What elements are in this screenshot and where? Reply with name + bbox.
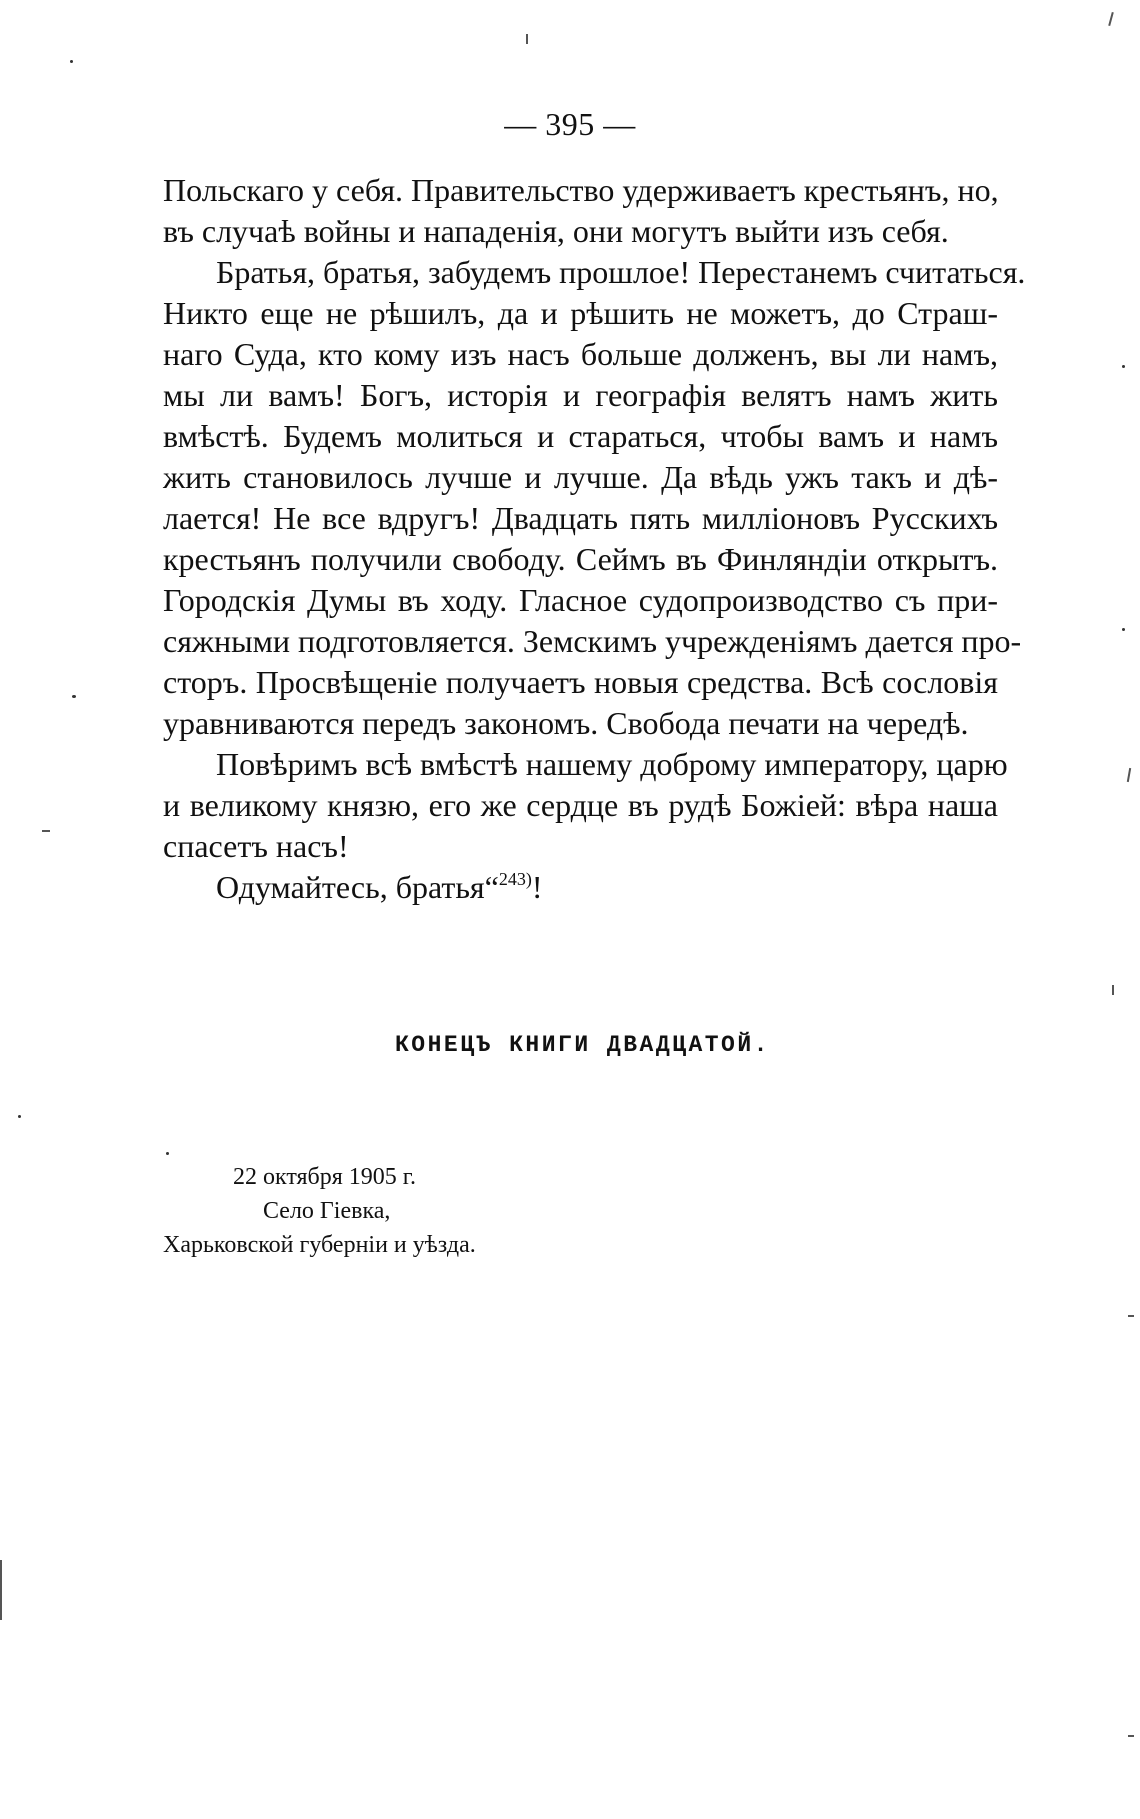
scan-speck	[70, 60, 73, 63]
text-line: сторъ. Просвѣщеніе получаетъ новыя средства. Всѣ сословія	[163, 664, 998, 700]
text-line: жить становилось лучше и лучше. Да вѣдь ужъ такъ и дѣ-	[163, 459, 998, 495]
signature-date: 22 октября 1905 г.	[233, 1164, 416, 1190]
text-line: сяжными подготовляется. Земскимъ учрежденіямъ дается про-	[163, 623, 1022, 659]
text-line: и великому князю, его же сердце въ рудѣ Божіей: вѣра наша	[163, 787, 998, 823]
signature-block	[163, 1160, 543, 1262]
signature-region: Харьковской губерніи и уѣзда.	[163, 1232, 476, 1258]
scan-speck	[1128, 1735, 1134, 1737]
scan-speck	[1122, 628, 1125, 631]
paragraph-2	[163, 252, 1026, 744]
body-text	[163, 170, 1026, 908]
text-line	[163, 867, 998, 908]
signature-village: Село Гіевка,	[263, 1198, 391, 1224]
text-line: спасетъ насъ!	[163, 828, 349, 864]
closing-line-tail: !	[531, 869, 543, 905]
scan-speck	[72, 695, 76, 698]
page-number: — 395 —	[504, 106, 636, 142]
paragraph-4	[163, 867, 998, 908]
scan-speck	[166, 1152, 169, 1155]
text-line: наго Суда, кто кому изъ насъ больше долженъ, вы ли намъ,	[163, 336, 998, 372]
text-line: вмѣстѣ. Будемъ молиться и стараться, чтобы вамъ и намъ	[163, 418, 998, 454]
footnote-ref: 243)	[498, 869, 532, 889]
text-line: крестьянъ получили свободу. Сеймъ въ Финляндіи открытъ.	[163, 541, 998, 577]
text-line: Братья, братья, забудемъ прошлое! Перестанемъ считаться.	[216, 254, 1026, 290]
text-line: Повѣримъ всѣ вмѣстѣ нашему доброму императору, царю	[216, 746, 1008, 782]
text-line: мы ли вамъ! Богъ, исторія и географія велятъ намъ жить	[163, 377, 998, 413]
book-end-heading: КОНЕЦЪ КНИГИ ДВАДЦАТОЙ.	[395, 1032, 770, 1058]
text-line: Никто еще не рѣшилъ, да и рѣшить не можетъ, до Страш-	[163, 295, 998, 331]
paragraph-3	[163, 744, 1008, 867]
scan-speck	[42, 830, 50, 832]
text-line: лается! Не все вдругъ! Двадцать пять милліоновъ Русскихъ	[163, 500, 998, 536]
scan-speck	[1112, 985, 1114, 995]
text-line: уравниваются передъ закономъ. Свобода печати на чередѣ.	[163, 705, 969, 741]
text-line: Польскаго у себя. Правительство удерживаетъ крестьянъ, но,	[163, 172, 999, 208]
scan-edge	[0, 1560, 2, 1620]
scan-speck	[1127, 768, 1131, 782]
scan-speck	[526, 34, 528, 44]
scan-speck	[1108, 12, 1114, 26]
paragraph-1	[163, 170, 998, 252]
text-line: Городскія Думы въ ходу. Гласное судопроизводство съ при-	[163, 582, 998, 618]
scan-speck	[18, 1115, 21, 1118]
closing-line-text: Одумайтесь, братья“	[216, 869, 499, 905]
scan-speck	[1122, 365, 1125, 368]
text-line: въ случаѣ войны и нападенія, они могутъ выйти изъ себя.	[163, 213, 949, 249]
scan-speck	[1128, 1315, 1134, 1317]
